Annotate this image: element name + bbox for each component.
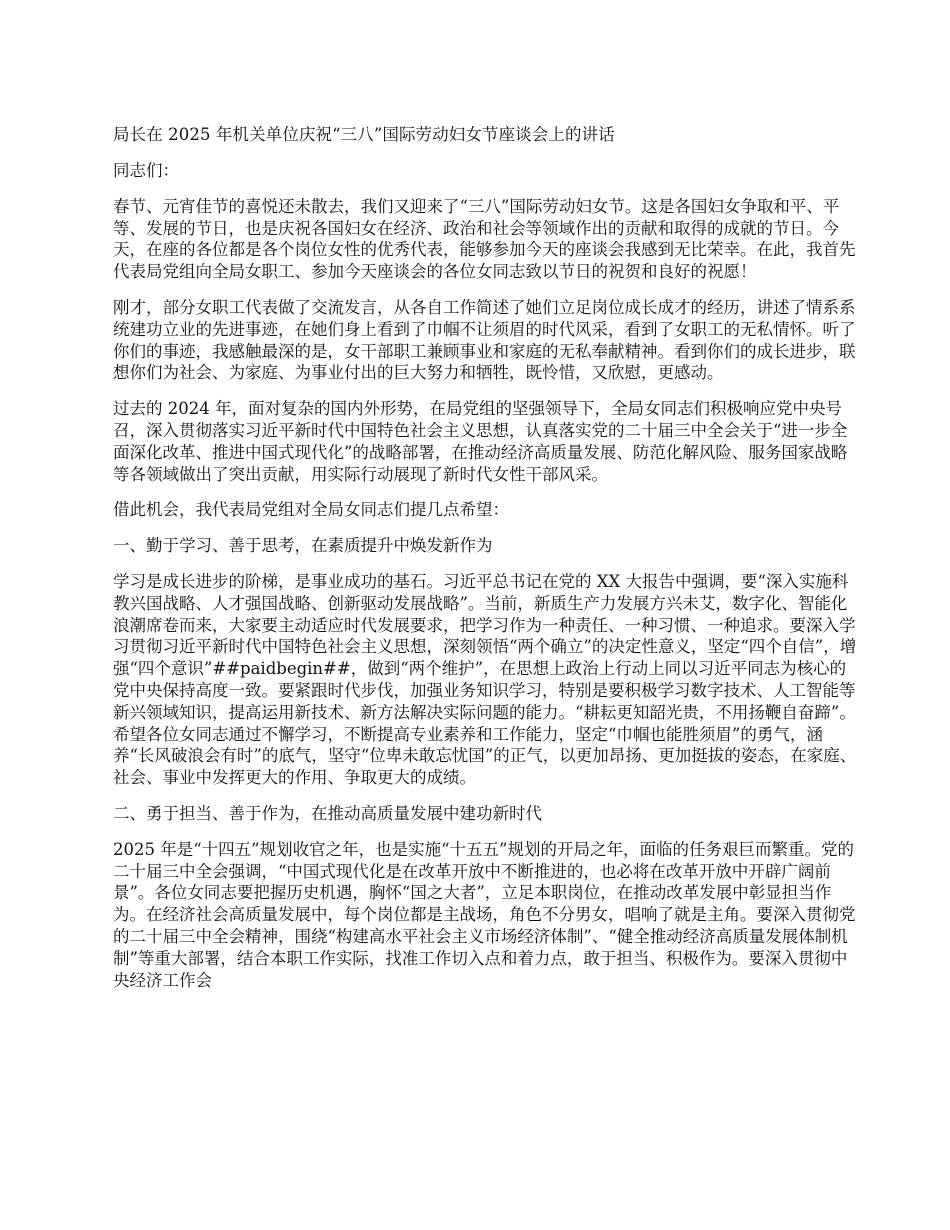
section-heading-2: 二、勇于担当、善于作为，在推动高质量发展中建功新时代 (113, 803, 542, 823)
paragraph-opening: 春节、元宵佳节的喜悦还未散去，我们又迎来了“三八”国际劳动妇女节。这是各国妇女争取和平、平等、发展的节日，也是庆祝各国妇女在经济、政治和社会等领域作出的贡献和取得的成就的节日。今天，在座的各位都是各个岗位女性的优秀代表，能够参加今天的座谈会我感到无比荣幸。在此，我首先代表局党组向全局女职工、参加今天座谈会的各位女同志致以节日的祝贺和良好的祝愿！ (113, 196, 856, 282)
document-title: 局长在 2025 年机关单位庆祝“三八”国际劳动妇女节座谈会上的讲话 (113, 125, 615, 144)
document-page (113, 124, 857, 1005)
paragraph-responsibility: 2025 年是“十四五”规划收官之年，也是实施“十五五”规划的开局之年，面临的任务艰巨而繁重。党的二十届三中全会强调，“中国式现代化是在改革开放中不断推进的，也必将在改革开放中开辟广阔前景”。各位女同志要把握历史机遇，胸怀“国之大者”，立足本职岗位，在推动改革发展中彰显担当作为。在经济社会高质量发展中，每个岗位都是主战场，角色不分男女，唱响了就是主角。要深入贯彻党的二十届三中全会精神，围绕“构建高水平社会主义市场经济体制”、“健全推动经济高质量发展体制机制”等重大部署，结合本职工作实际，找准工作切入点和着力点，敢于担当、积极作为。要深入贯彻中央经济工作会 (113, 839, 856, 990)
salutation: 同志们： (113, 161, 179, 180)
paragraph-study: 学习是成长进步的阶梯，是事业成功的基石。习近平总书记在党的 XX 大报告中强调，要“深入实施科教兴国战略、人才强国战略、创新驱动发展战略”。当前，新质生产力发展方兴未艾，数字化、智能化浪潮席卷而来，大家要主动适应时代发展要求，把学习作为一种责任、一种习惯、一种追求。要深入学习贯彻习近平新时代中国特色社会主义思想，深刻领悟“两个确立”的决定性意义，坚定“四个自信”，增强“四个意识”##paidbegin##，做到“两个维护”，在思想上政治上行动上同以习近平同志为核心的党中央保持高度一致。要紧跟时代步伐，加强业务知识学习，特别是要积极学习数字技术、人工智能等新兴领域知识，提高运用新技术、新方法解决实际问题的能力。“耕耘更知韶光贵，不用扬鞭自奋蹄”。希望各位女同志通过不懈学习，不断提高专业素养和工作能力，坚定“巾帼也能胜须眉”的勇气，涵养“长风破浪会有时”的底气，坚守“位卑未敢忘忧国”的正气，以更加昂扬、更加挺拔的姿态，在家庭、社会、事业中发挥更大的作用、争取更大的成绩。 (113, 571, 857, 788)
paragraph-review-2024: 过去的 2024 年，面对复杂的国内外形势，在局党组的坚强领导下，全局女同志们积极响应党中央号召，深入贯彻落实习近平新时代中国特色社会主义思想，认真落实党的二十届三中全会关于“进一步全面深化改革、推进中国式现代化”的战略部署，在推动经济高质量发展、防范化解风险、服务国家战略等各领域做出了突出贡献，用实际行动展现了新时代女性干部风采。 (113, 399, 848, 484)
paragraph-hopes-intro: 借此机会，我代表局党组对全局女同志们提几点希望： (113, 500, 509, 520)
paragraph-representatives: 刚才，部分女职工代表做了交流发言，从各自工作简述了她们立足岗位成长成才的经历，讲述了情系系统建功立业的先进事迹，在她们身上看到了巾帼不让须眉的时代风采，看到了女职工的无私情怀。听了你们的事迹，我感触最深的是，女干部职工兼顾事业和家庭的无私奉献精神。看到你们的成长进步，联想你们为社会、为家庭、为事业付出的巨大努力和牺牲，既怜惜，又欣慰，更感动。 (113, 297, 856, 383)
section-heading-1: 一、勤于学习、善于思考，在素质提升中焕发新作为 (113, 536, 493, 556)
